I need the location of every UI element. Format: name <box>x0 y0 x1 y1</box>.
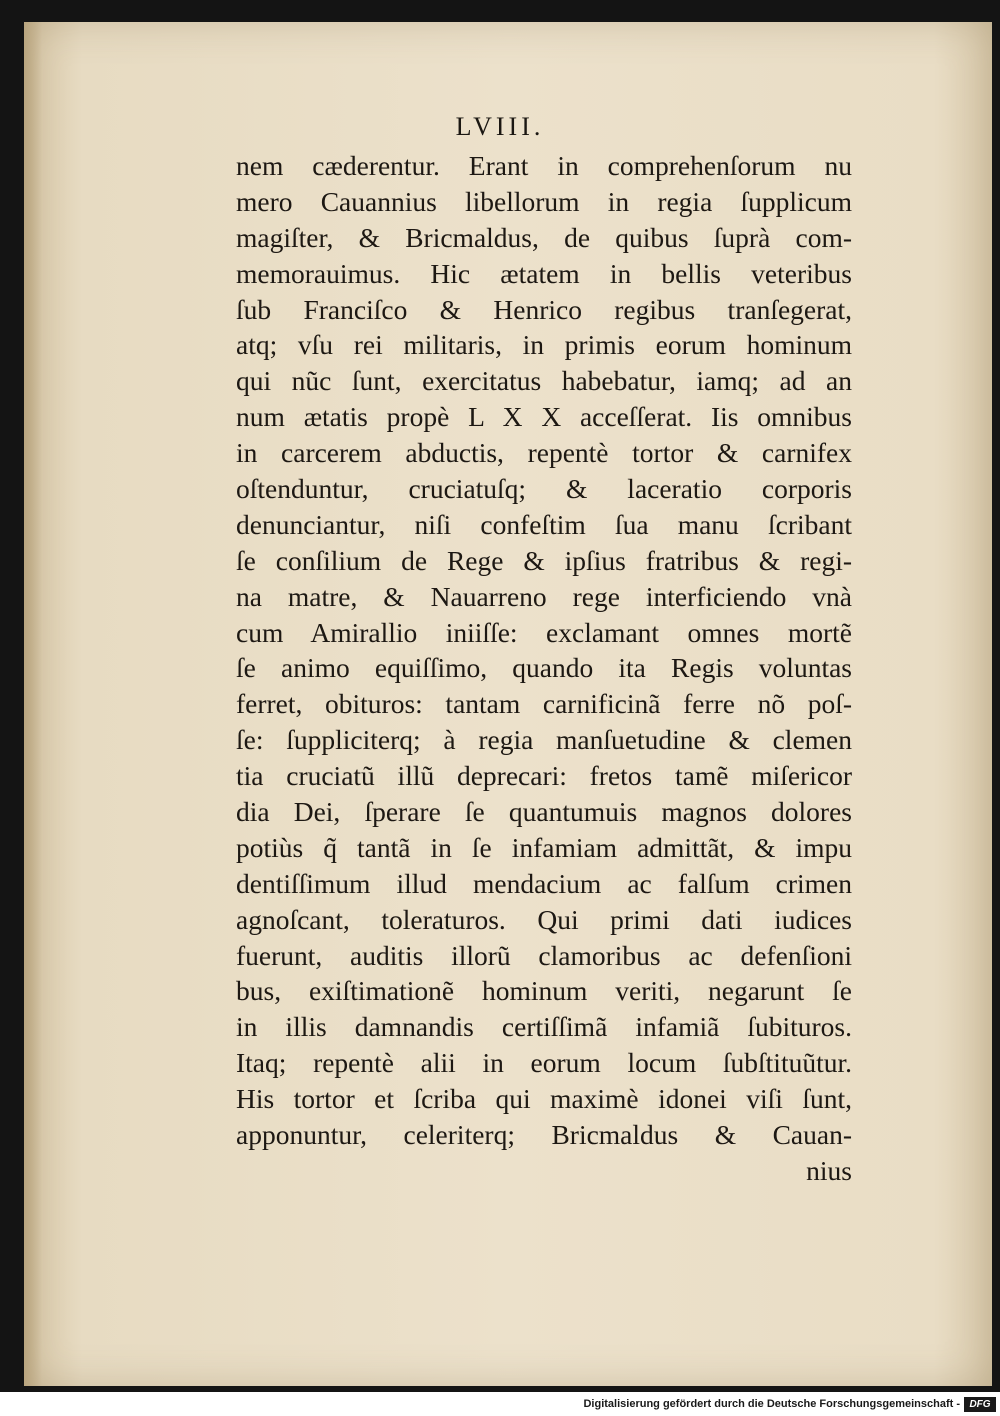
text-line: agnoſcant, toleraturos. Qui primi dati iudices <box>236 903 852 935</box>
text-line: ſe animo equiſſimo, quando ita Regis voluntas <box>236 652 852 684</box>
page-gutter-shadow <box>24 22 42 1386</box>
text-line: Itaq; repentè alii in eorum locum ſubſtituũtur. <box>236 1047 852 1079</box>
text-line: cum Amirallio iniiſſe: exclamant omnes mortẽ <box>236 616 852 648</box>
text-line: ferret, obituros: tantam carnificinã ferre nõ poſ- <box>236 688 852 720</box>
text-line: ſe: ſuppliciterq; à regia manſuetudine & clemen <box>236 724 852 756</box>
text-line: na matre, & Nauarreno rege interficiendo vnà <box>236 580 852 612</box>
text-line: num ætatis propè L X X acceſſerat. Iis omnibus <box>236 401 852 433</box>
text-line: nem cæderentur. Erant in comprehenſorum nu <box>236 150 852 181</box>
text-line: His tortor et ſcriba qui maximè idonei viſi ſunt, <box>236 1083 852 1115</box>
text-line: memorauimus. Hic ætatem in bellis veteribus <box>236 257 852 289</box>
text-line: dia Dei, ſperare ſe quantumuis magnos dolores <box>236 796 852 828</box>
text-line: tia cruciatũ illũ deprecari: fretos tamẽ miſericor <box>236 760 852 792</box>
text-line: oſtenduntur, cruciatuſq; & laceratio corporis <box>236 473 852 505</box>
text-line: denunciantur, niſi confeſtim ſua manu ſcribant <box>236 508 852 540</box>
funding-credit: Digitalisierung gefördert durch die Deutsche Forschungsgemeinschaft - <box>583 1398 960 1410</box>
body-text <box>236 148 852 1189</box>
text-line: apponuntur, celeriterq; Bricmaldus & Cauan- <box>236 1119 852 1151</box>
text-line: atq; vſu rei militaris, in primis eorum hominum <box>236 329 852 361</box>
text-line: ſub Franciſco & Henrico regibus tranſegerat, <box>236 293 852 325</box>
text-line: bus, exiſtimationẽ hominum veriti, negarunt ſe <box>236 975 852 1007</box>
text-line: in illis damnandis certiſſimã infamiã ſubituros. <box>236 1011 852 1043</box>
running-head: LVIII. <box>455 112 545 141</box>
text-line: qui nũc ſunt, exercitatus habebatur, iamq; ad an <box>236 365 852 397</box>
dfg-logo: DFG <box>964 1397 996 1412</box>
text-line: mero Cauannius libellorum in regia ſupplicum <box>236 185 852 217</box>
text-line: potiùs q̃ tantã in ſe infamiam admittãt, & impu <box>236 831 852 863</box>
text-line: fuerunt, auditis illorũ clamoribus ac defenſioni <box>236 939 852 971</box>
catchword: nius <box>806 1154 852 1186</box>
text-line: ſe conſilium de Rege & ipſius fratribus & regi- <box>236 544 852 576</box>
text-line: dentiſſimum illud mendacium ac falſum crimen <box>236 867 852 899</box>
text-line: magiſter, & Bricmaldus, de quibus ſuprà com- <box>236 221 852 253</box>
text-line: in carcerem abductis, repentè tortor & carnifex <box>236 437 852 469</box>
